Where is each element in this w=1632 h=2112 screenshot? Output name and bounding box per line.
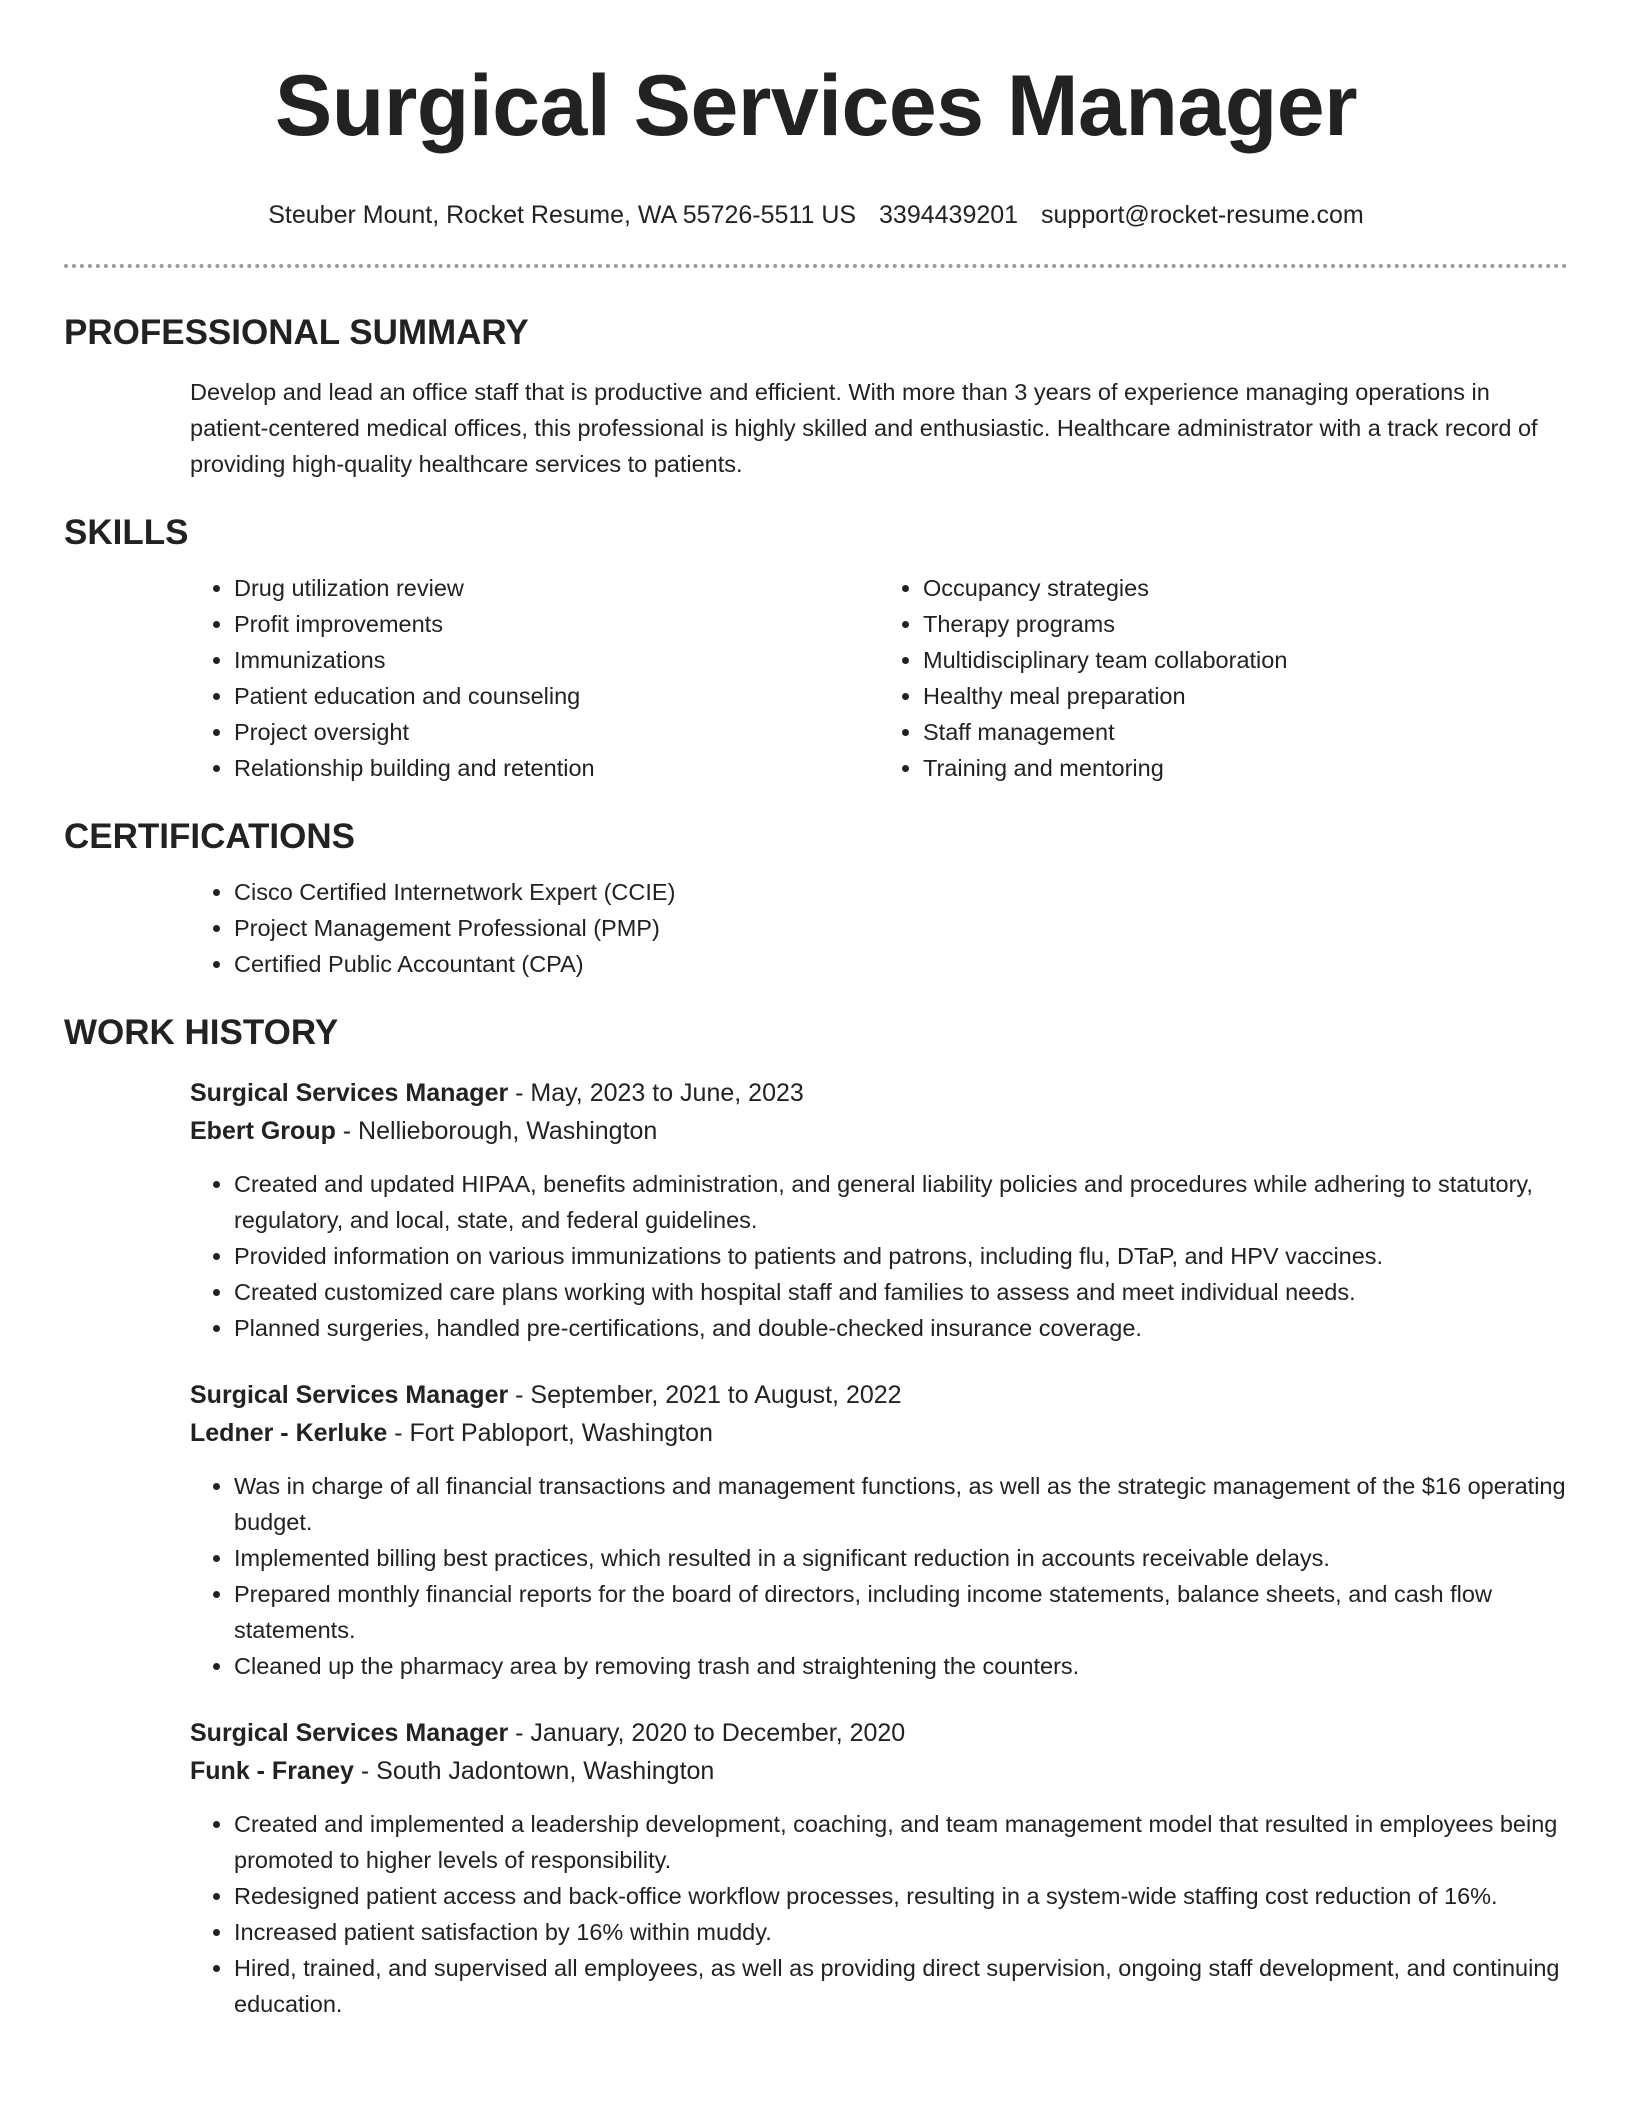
- job-bullet: • Created and updated HIPAA, benefits administration, and general liability policies and procedures while adhering to statutory, regulatory, and local, state, and federal guidelines.: [234, 1166, 1568, 1238]
- job-bullets: [190, 1806, 1568, 2022]
- job-dates: - May, 2023 to June, 2023: [508, 1079, 804, 1107]
- job-bullets: [190, 1468, 1568, 1684]
- skill-item: • Relationship building and retention: [234, 750, 879, 786]
- job-entry: [190, 1714, 1568, 2022]
- skill-item: • Therapy programs: [923, 606, 1568, 642]
- job-title-line: [190, 1714, 1568, 1752]
- job-location: - Fort Pabloport, Washington: [387, 1419, 713, 1447]
- certifications-section: [64, 816, 1568, 982]
- skill-item: • Drug utilization review: [234, 570, 879, 606]
- skills-heading: SKILLS: [64, 513, 189, 552]
- contact-phone: 3394439201: [879, 201, 1019, 229]
- contact-email: support@rocket-resume.com: [1041, 201, 1364, 229]
- candidate-name: Surgical Services Manager: [274, 58, 1358, 154]
- skill-item: • Training and mentoring: [923, 750, 1568, 786]
- summary-heading: PROFESSIONAL SUMMARY: [64, 313, 529, 352]
- job-location: - South Jadontown, Washington: [353, 1757, 715, 1785]
- skill-item: • Healthy meal preparation: [923, 678, 1568, 714]
- job-title-line: [190, 1074, 1568, 1112]
- job-entry: [190, 1074, 1568, 1346]
- job-bullet: • Hired, trained, and supervised all employees, as well as providing direct supervision, ongoing staff development, and continuing education.: [234, 1950, 1568, 2022]
- job-dates: - January, 2020 to December, 2020: [508, 1719, 906, 1747]
- job-bullet: • Was in charge of all financial transactions and management functions, as well as the strategic management of the $16 operating budget.: [234, 1468, 1568, 1540]
- skills-columns: [190, 570, 1568, 786]
- job-entry: [190, 1376, 1568, 1684]
- certification-item: • Cisco Certified Internetwork Expert (CCIE): [234, 874, 1568, 910]
- job-bullet: • Created and implemented a leadership development, coaching, and team management model that resulted in employees being promoted to higher levels of responsibility.: [234, 1806, 1568, 1878]
- work-history-heading: WORK HISTORY: [64, 1013, 339, 1052]
- skill-item: • Immunizations: [234, 642, 879, 678]
- job-company: Funk - Franey: [190, 1757, 354, 1785]
- certifications-list: [190, 874, 1568, 982]
- skill-item: • Occupancy strategies: [923, 570, 1568, 606]
- work-history-section: [64, 1012, 1568, 2022]
- certifications-heading: CERTIFICATIONS: [64, 817, 356, 856]
- certification-item: • Project Management Professional (PMP): [234, 910, 1568, 946]
- skills-list-left: [190, 570, 879, 786]
- job-role: Surgical Services Manager: [190, 1381, 509, 1409]
- job-bullet: • Prepared monthly financial reports for the board of directors, including income statements, balance sheets, and cash flow statements.: [234, 1576, 1568, 1648]
- job-bullet: • Cleaned up the pharmacy area by removing trash and straightening the counters.: [234, 1648, 1568, 1684]
- job-company: Ebert Group: [190, 1117, 336, 1145]
- skill-item: • Project oversight: [234, 714, 879, 750]
- job-bullet: • Increased patient satisfaction by 16% within muddy.: [234, 1914, 1568, 1950]
- certification-item: • Certified Public Accountant (CPA): [234, 946, 1568, 982]
- job-company: Ledner - Kerluke: [190, 1419, 388, 1447]
- skill-item: • Patient education and counseling: [234, 678, 879, 714]
- job-dates: - September, 2021 to August, 2022: [508, 1381, 902, 1409]
- job-role: Surgical Services Manager: [190, 1079, 509, 1107]
- job-company-line: [190, 1112, 1568, 1150]
- summary-section: [64, 312, 1568, 482]
- header-divider: [64, 264, 1568, 268]
- job-bullets: [190, 1166, 1568, 1346]
- job-bullet: • Created customized care plans working with hospital staff and families to assess and meet individual needs.: [234, 1274, 1568, 1310]
- job-location: - Nellieborough, Washington: [335, 1117, 658, 1145]
- job-bullet: • Planned surgeries, handled pre-certifications, and double-checked insurance coverage.: [234, 1310, 1568, 1346]
- job-bullet: • Redesigned patient access and back-office workflow processes, resulting in a system-wide staffing cost reduction of 16%.: [234, 1878, 1568, 1914]
- skill-item: • Staff management: [923, 714, 1568, 750]
- job-bullet: • Implemented billing best practices, which resulted in a significant reduction in accounts receivable delays.: [234, 1540, 1568, 1576]
- skill-item: • Profit improvements: [234, 606, 879, 642]
- skills-section: [64, 512, 1568, 786]
- job-company-line: [190, 1414, 1568, 1452]
- summary-text: Develop and lead an office staff that is productive and efficient. With more than 3 years of experience managing operations in patient-centered medical offices, this professional is highly skilled and enthusiastic. Healthcare administrator with a track record of providing high-quality healthcare services to patients.: [190, 379, 1538, 477]
- job-role: Surgical Services Manager: [190, 1719, 509, 1747]
- job-company-line: [190, 1752, 1568, 1790]
- contact-line: [0, 200, 1632, 230]
- job-bullet: • Provided information on various immunizations to patients and patrons, including flu, DTaP, and HPV vaccines.: [234, 1238, 1568, 1274]
- job-title-line: [190, 1376, 1568, 1414]
- skill-item: • Multidisciplinary team collaboration: [923, 642, 1568, 678]
- contact-address: Steuber Mount, Rocket Resume, WA 55726-5511 US: [268, 201, 857, 229]
- skills-list-right: [879, 570, 1568, 786]
